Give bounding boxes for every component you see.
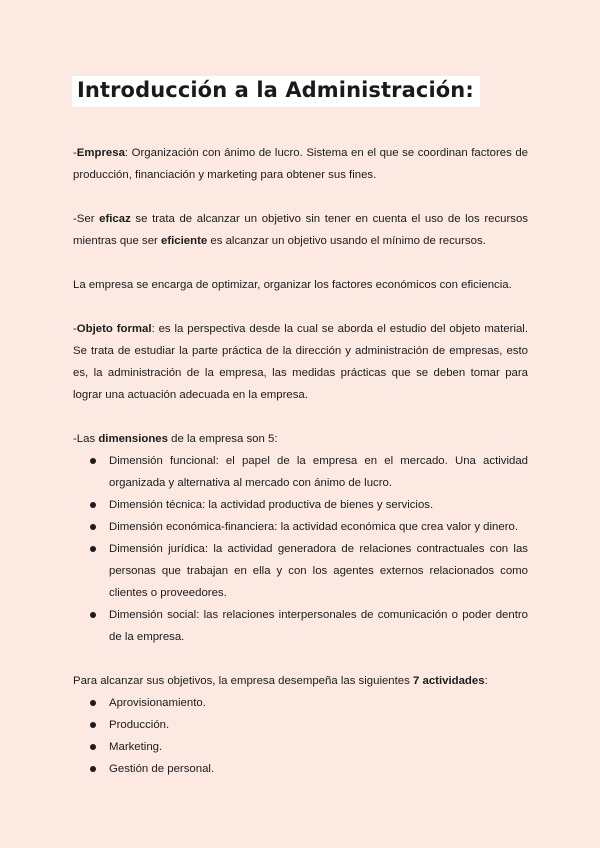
- dimensiones-list: [73, 450, 528, 648]
- actividades-term: 7 actividades: [413, 675, 485, 687]
- list-item-text: Dimensión económica-financiera: la actividad económica que crea valor y dinero.: [109, 521, 519, 533]
- bullet-icon: [90, 612, 96, 618]
- list-item-text: Gestión de personal.: [109, 763, 215, 775]
- bullet-icon: [90, 546, 96, 552]
- bullet-icon: [90, 700, 96, 706]
- eficaz-term: eficaz: [99, 213, 131, 225]
- empresa-definition: [73, 142, 528, 186]
- list-item-text: Marketing.: [109, 741, 163, 753]
- list-item-text: Aprovisionamiento.: [109, 697, 206, 709]
- list-item-text: Producción.: [109, 719, 170, 731]
- bullet-icon: [90, 458, 96, 464]
- list-item: [73, 516, 528, 538]
- list-item: [73, 450, 528, 494]
- document-page: [73, 76, 528, 780]
- eficiente-term: eficiente: [161, 235, 208, 247]
- list-item-text: Dimensión jurídica: la actividad generadora de relaciones contractuales con las personas que trabajan en ella y con los agentes externos relacionados como clientes o proveedores.: [109, 543, 528, 599]
- eficaz-eficiente-definition: [73, 208, 528, 252]
- list-item: [73, 758, 528, 780]
- objeto-formal-definition: [73, 318, 528, 406]
- actividades-list: [73, 692, 528, 780]
- list-item: [73, 714, 528, 736]
- list-item: [73, 494, 528, 516]
- actividades-prefix: Para alcanzar sus objetivos, la empresa desempeña las siguientes: [73, 675, 414, 687]
- list-item: [73, 692, 528, 714]
- bullet-icon: [90, 722, 96, 728]
- dimensiones-intro: [73, 428, 528, 450]
- bullet-icon: [90, 744, 96, 750]
- page-title: Introducción a la Administración:: [72, 76, 480, 107]
- objeto-formal-prefix: -: [73, 323, 77, 335]
- list-item: [73, 736, 528, 758]
- empresa-prefix: -: [73, 147, 77, 159]
- bullet-icon: [90, 766, 96, 772]
- dimensiones-suffix: de la empresa son 5:: [167, 433, 278, 445]
- list-item: [73, 538, 528, 604]
- actividades-intro: [73, 670, 528, 692]
- actividades-suffix: :: [484, 675, 488, 687]
- dimensiones-term: dimensiones: [98, 433, 168, 445]
- eficaz-middle: se trata de alcanzar un objetivo sin tener en cuenta el uso de los recursos mientras que ser: [73, 213, 529, 247]
- list-item-text: Dimensión social: las relaciones interpersonales de comunicación o poder dentro de la empresa.: [109, 609, 528, 643]
- bullet-icon: [90, 502, 96, 508]
- empresa-text: : Organización con ánimo de lucro. Sistema en el que se coordinan factores de producción, financiación y marketing para obtener sus fines.: [73, 147, 528, 181]
- bullet-icon: [90, 524, 96, 530]
- eficaz-suffix: es alcanzar un objetivo usando el mínimo de recursos.: [207, 235, 486, 247]
- empresa-term: Empresa: [76, 147, 125, 159]
- list-item: [73, 604, 528, 648]
- optimizar-paragraph: La empresa se encarga de optimizar, organizar los factores económicos con eficiencia.: [73, 279, 512, 291]
- objeto-formal-text: : es la perspectiva desde la cual se aborda el estudio del objeto material. Se trata de estudiar la parte práctica de la dirección y administración de empresas, esto es, la administración de la empresa, las medidas prácticas que se deben tomar para lograr una actuación adecuada en la empresa.: [73, 323, 529, 401]
- dimensiones-prefix: -Las: [73, 433, 99, 445]
- list-item-text: Dimensión técnica: la actividad productiva de bienes y servicios.: [109, 499, 434, 511]
- list-item-text: Dimensión funcional: el papel de la empresa en el mercado. Una actividad organizada y alternativa al mercado con ánimo de lucro.: [109, 455, 528, 489]
- objeto-formal-term: Objeto formal: [76, 323, 152, 335]
- eficaz-prefix: -Ser: [73, 213, 100, 225]
